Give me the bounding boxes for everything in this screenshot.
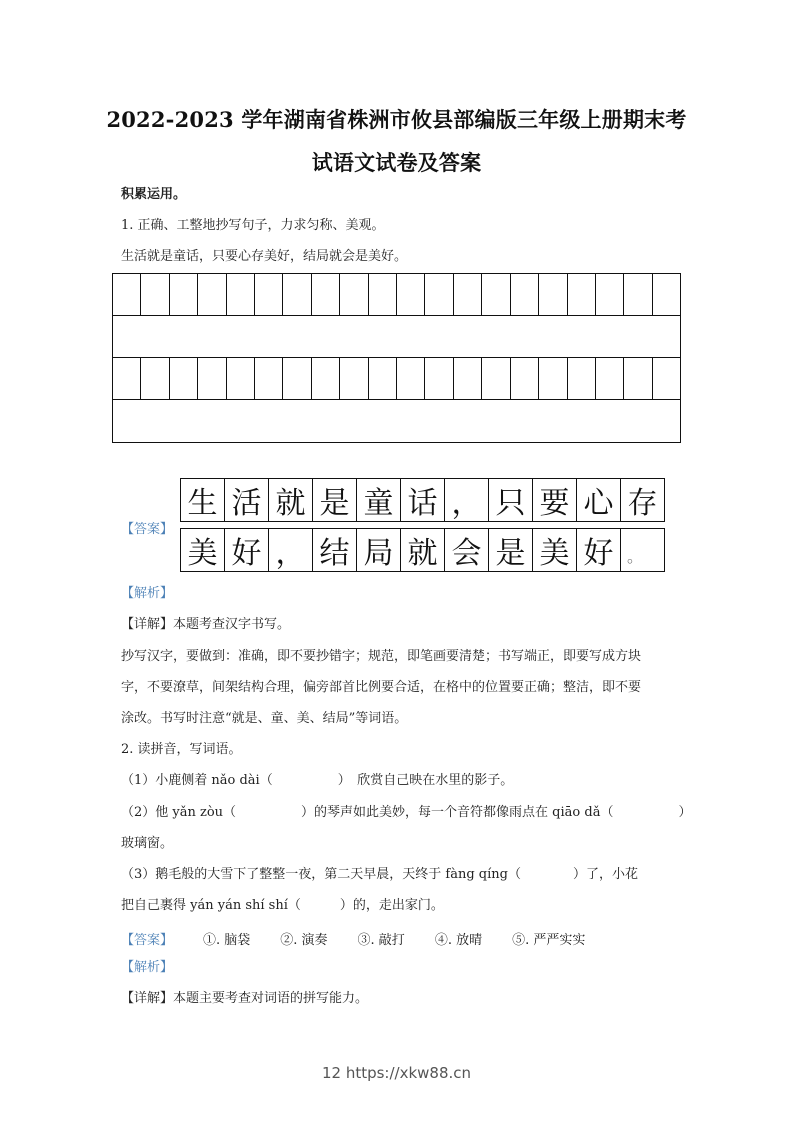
grid-cell — [596, 274, 624, 315]
q2-line: （2）他 yǎn zòu（ ）的琴声如此美妙，每一个音符都像雨点在 qiāo dǎ（ ） — [121, 805, 692, 820]
answer-cell: 存 — [627, 486, 658, 521]
grid-cell — [397, 358, 425, 399]
answer-cell: 美 — [533, 529, 577, 571]
grid-cell — [255, 274, 283, 315]
q1-answer-label: 【答案】 — [121, 522, 174, 537]
grid-cell — [255, 358, 283, 399]
grid-cell — [454, 358, 482, 399]
grid-cell — [198, 358, 226, 399]
document-title-line1: 2022-2023 学年湖南省株洲市攸县部编版三年级上册期末考 — [106, 107, 687, 132]
answer-cell: 是 — [313, 479, 357, 521]
q2-line: （1）小鹿侧着 nǎo dài（ ） 欣赏自己映在水里的影子。 — [121, 773, 514, 788]
grid-cell — [283, 358, 311, 399]
grid-cell — [482, 274, 510, 315]
answer-cell: 局 — [357, 529, 401, 571]
section-heading: 积累运用。 — [121, 187, 187, 202]
grid-cell — [568, 358, 596, 399]
grid-cell — [141, 274, 169, 315]
grid-cell — [198, 274, 226, 315]
grid-row-cells-2 — [113, 358, 680, 400]
grid-cell — [511, 358, 539, 399]
grid-row-blank-1 — [113, 316, 680, 358]
grid-cell — [283, 274, 311, 315]
grid-cell — [312, 274, 340, 315]
answer-cell: 话 — [401, 479, 445, 521]
writing-grid — [112, 273, 681, 443]
answer-row-2 — [180, 528, 665, 572]
grid-cell — [653, 274, 680, 315]
answer-cell: ， — [445, 479, 489, 521]
answer-cell: 是 — [489, 529, 533, 571]
grid-cell — [624, 274, 652, 315]
answer-cell: 心 — [577, 479, 621, 521]
answer-cell: 好 — [577, 529, 621, 571]
grid-cell — [369, 358, 397, 399]
q2-analysis-label: 【解析】 — [121, 960, 174, 975]
grid-cell — [227, 274, 255, 315]
q1-explanation-line: 字，不要潦草，间架结构合理，偏旁部首比例要合适，在格中的位置要正确；整洁，即不要 — [121, 680, 642, 695]
q1-detail: 【详解】本题考查汉字书写。 — [121, 617, 291, 632]
q2-answers — [121, 929, 585, 948]
grid-cell — [653, 358, 680, 399]
grid-cell — [539, 274, 567, 315]
grid-row-cells-1 — [113, 274, 680, 316]
q2-line: 玻璃窗。 — [121, 836, 174, 851]
grid-cell — [539, 358, 567, 399]
grid-cell — [454, 274, 482, 315]
answer-cell: 。 — [627, 547, 644, 566]
answer-cell: 会 — [445, 529, 489, 571]
document-title-line2: 试语文试卷及答案 — [311, 150, 482, 175]
answer-row-1 — [180, 478, 665, 522]
answer-cell: ， — [269, 529, 313, 571]
q2-prompt: 2. 读拼音，写词语。 — [121, 742, 242, 757]
grid-row-blank-2 — [113, 400, 680, 442]
answer-cell: 结 — [313, 529, 357, 571]
grid-cell — [482, 358, 510, 399]
q2-answer-item: ②. 演奏 — [280, 933, 328, 948]
grid-cell — [170, 274, 198, 315]
grid-cell — [340, 274, 368, 315]
page-footer: 12 https://xkw88.cn — [321, 1064, 472, 1082]
grid-cell — [425, 274, 453, 315]
answer-cell: 童 — [357, 479, 401, 521]
q2-answer-item: ③. 敲打 — [357, 933, 405, 948]
q2-answer-item: ①. 脑袋 — [203, 933, 251, 948]
grid-cell — [369, 274, 397, 315]
answer-cell: 要 — [533, 479, 577, 521]
answer-cell: 只 — [489, 479, 533, 521]
grid-cell — [596, 358, 624, 399]
q2-answer-label: 【答案】 — [121, 933, 174, 948]
grid-cell — [425, 358, 453, 399]
q1-explanation-line: 抄写汉字，要做到：准确，即不要抄错字；规范，即笔画要清楚；书写端正，即要写成方块 — [121, 649, 642, 664]
q2-answer-item: ⑤. 严严实实 — [512, 933, 586, 948]
q2-detail: 【详解】本题主要考查对词语的拼写能力。 — [121, 991, 369, 1006]
grid-cell — [113, 358, 141, 399]
grid-cell — [568, 274, 596, 315]
answer-cell: 就 — [401, 529, 445, 571]
q1-analysis-label: 【解析】 — [121, 586, 174, 601]
q2-line: （3）鹅毛般的大雪下了整整一夜，第二天早晨，天终于 fàng qíng（ ）了，小花 — [121, 867, 638, 882]
grid-cell — [170, 358, 198, 399]
grid-cell — [141, 358, 169, 399]
q1-prompt: 1. 正确、工整地抄写句子，力求匀称、美观。 — [121, 218, 385, 233]
grid-cell — [227, 358, 255, 399]
q1-explanation-line: 涂改。书写时注意“就是、童、美、结局”等词语。 — [121, 711, 408, 726]
grid-cell — [397, 274, 425, 315]
answer-cell: 就 — [269, 479, 313, 521]
answer-cell: 好 — [225, 529, 269, 571]
answer-cell: 美 — [181, 529, 225, 571]
grid-cell — [511, 274, 539, 315]
answer-cell: 生 — [181, 479, 225, 521]
q2-line: 把自己裹得 yán yán shí shí（ ）的，走出家门。 — [121, 898, 444, 913]
answer-cell: 活 — [225, 479, 269, 521]
grid-cell — [113, 274, 141, 315]
grid-cell — [340, 358, 368, 399]
grid-cell — [624, 358, 652, 399]
q2-answer-item: ④. 放晴 — [434, 933, 483, 948]
grid-cell — [312, 358, 340, 399]
q1-sentence: 生活就是童话，只要心存美好，结局就会是美好。 — [121, 249, 408, 264]
